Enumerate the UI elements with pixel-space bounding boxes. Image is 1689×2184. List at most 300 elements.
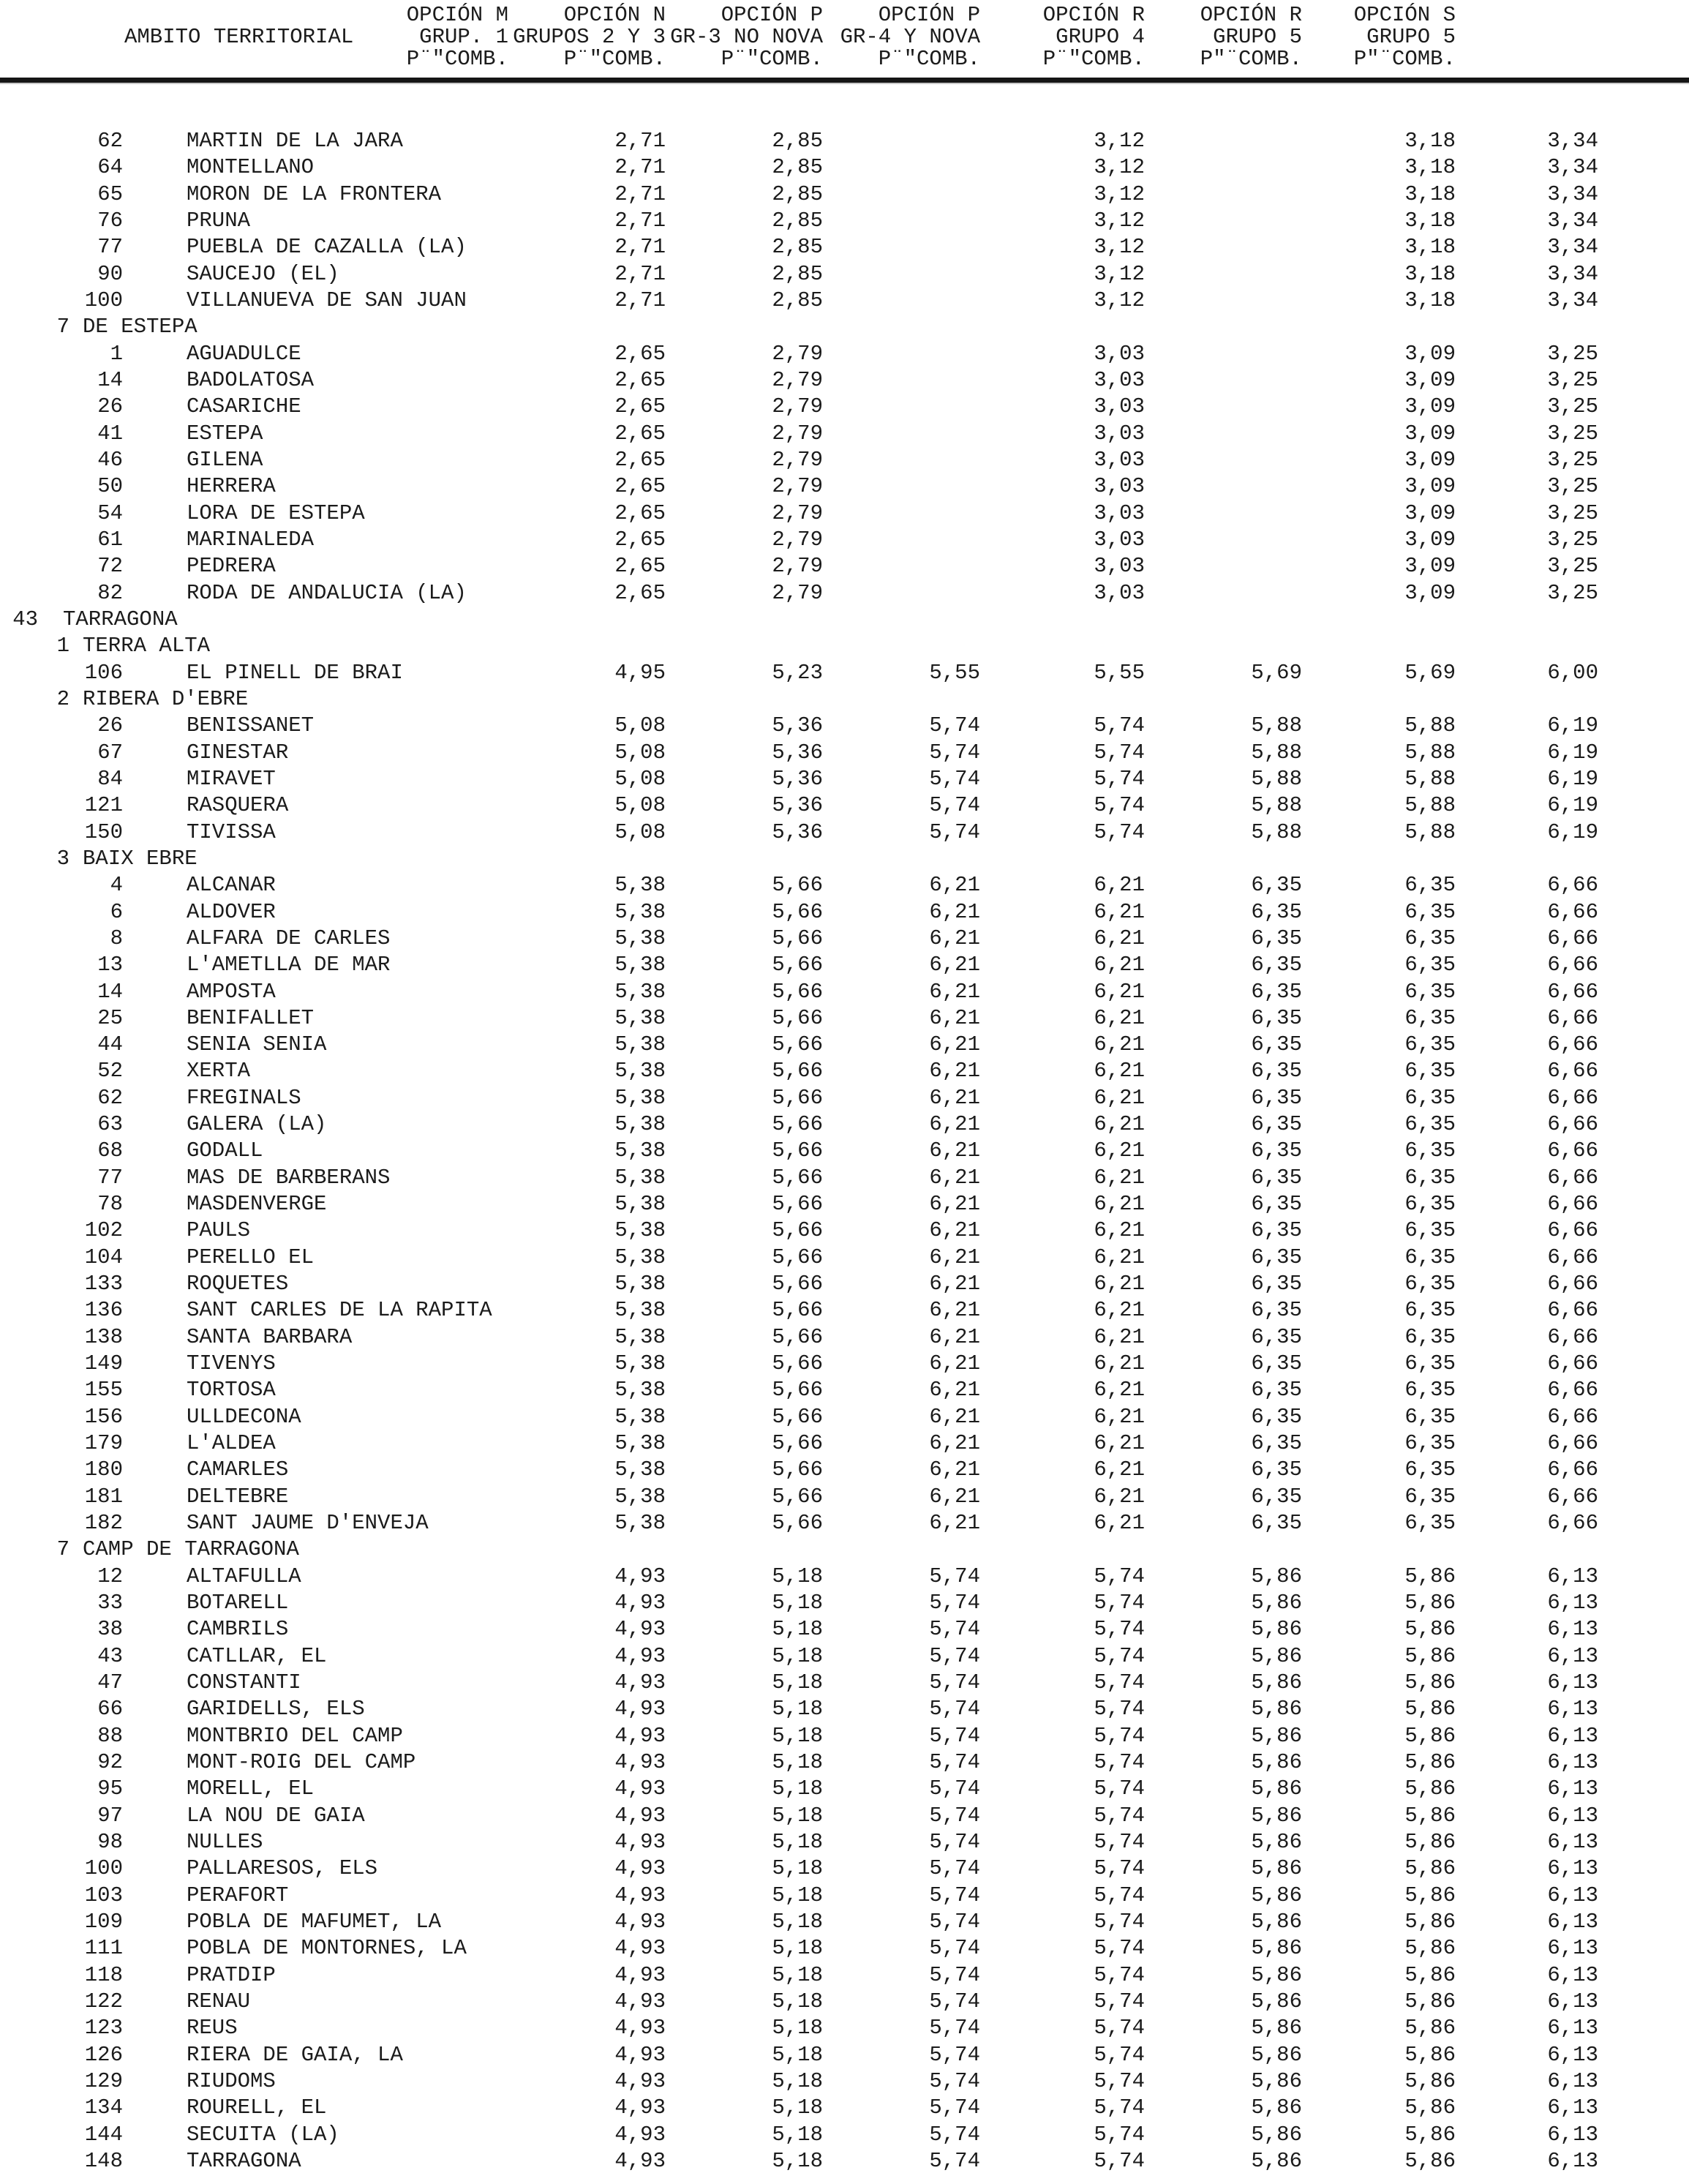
value-cell-col5: 5,86 [1251, 1803, 1302, 1828]
value-cell-col4: 6,21 [1094, 1085, 1145, 1110]
value-cell-col5: 5,86 [1251, 1723, 1302, 1748]
section-heading [0, 1536, 1598, 1563]
value-cell-col1: 5,38 [614, 1112, 666, 1137]
value-cell-col2: 5,66 [772, 1431, 823, 1456]
value-cell-col7: 6,66 [1547, 1245, 1598, 1269]
value-cell-col2: 5,18 [772, 1591, 823, 1616]
header-line-3 [0, 48, 1689, 70]
table-row [0, 899, 1689, 926]
value-cell-col2: 2,85 [772, 261, 823, 286]
value-cell-col6: 5,86 [1404, 2095, 1456, 2120]
value-cell-col2: 5,18 [772, 1989, 823, 2014]
value-cell-col1: 5,08 [614, 740, 666, 765]
value-cell-col1: 4,93 [614, 1643, 666, 1668]
value-cell-col3: 6,21 [929, 1112, 980, 1137]
value-cell-col7: 3,25 [1547, 500, 1598, 525]
value-cell-col1: 5,08 [614, 766, 666, 791]
table-row [0, 713, 1689, 739]
municipality-code: 63 [97, 1112, 123, 1137]
value-cell-col6: 5,86 [1404, 2122, 1456, 2147]
value-cell-col7: 6,13 [1547, 1591, 1598, 1616]
municipality-name: NULLES [187, 1830, 263, 1854]
value-cell-col4: 6,21 [1094, 1032, 1145, 1057]
table-row [0, 473, 1689, 500]
value-cell-col7: 6,13 [1547, 2016, 1598, 2041]
municipality-name: CAMARLES [187, 1457, 289, 1482]
value-cell-col5: 5,88 [1251, 740, 1302, 765]
municipality-name: ULLDECONA [187, 1404, 301, 1429]
municipality-name: RENAU [187, 1989, 251, 2014]
value-cell-col2: 5,66 [772, 1165, 823, 1190]
value-cell-col5 [1145, 154, 1302, 181]
table-row [0, 1484, 1689, 1510]
municipality-code: 118 [84, 1962, 123, 1987]
municipality-name: LA NOU DE GAIA [187, 1803, 365, 1828]
municipality-code: 33 [97, 1591, 123, 1616]
value-cell-col3: 5,74 [929, 1909, 980, 1934]
value-cell-col3 [823, 128, 980, 154]
section-code: 1 [56, 634, 69, 658]
value-cell-col1: 5,38 [614, 1378, 666, 1403]
value-cell-col6: 5,86 [1404, 2042, 1456, 2067]
section-heading [0, 633, 1598, 659]
table-row [0, 1271, 1689, 1297]
value-cell-col4: 3,03 [1094, 474, 1145, 499]
municipality-code: 47 [97, 1670, 123, 1695]
column-header-line3: P¨"COMB. [721, 47, 823, 71]
municipality-code: 26 [97, 394, 123, 419]
value-cell-col1: 2,71 [614, 288, 666, 312]
value-cell-col5: 6,35 [1251, 1298, 1302, 1323]
value-cell-col5: 6,35 [1251, 1404, 1302, 1429]
value-cell-col2: 5,66 [772, 873, 823, 898]
municipality-code: 180 [84, 1457, 123, 1482]
value-cell-col7: 6,66 [1547, 1484, 1598, 1509]
value-cell-col1: 5,38 [614, 953, 666, 977]
value-cell-col5: 6,35 [1251, 1351, 1302, 1376]
municipality-name: MORELL, EL [187, 1776, 315, 1801]
value-cell-col1: 5,38 [614, 1324, 666, 1349]
table-row [0, 1989, 1689, 2015]
value-cell-col3: 5,74 [929, 1697, 980, 1722]
value-cell-col3 [823, 341, 980, 367]
value-cell-col6: 6,35 [1404, 1351, 1456, 1376]
table-row [0, 1510, 1689, 1536]
table-row [0, 394, 1689, 420]
column-header-line2: GR-3 NO NOVA [670, 25, 823, 49]
table-row [0, 2095, 1689, 2121]
table-row [0, 2122, 1689, 2148]
value-cell-col7: 6,66 [1547, 1112, 1598, 1137]
value-cell-col5: 6,35 [1251, 1245, 1302, 1269]
value-cell-col4: 6,21 [1094, 1404, 1145, 1429]
municipality-name: L'AMETLLA DE MAR [187, 953, 391, 977]
table-row [0, 580, 1689, 607]
municipality-name: PUEBLA DE CAZALLA (LA) [187, 235, 467, 260]
value-cell-col2: 5,18 [772, 1643, 823, 1668]
value-cell-col5: 6,35 [1251, 1165, 1302, 1190]
column-header-line1: OPCIÓN S [1353, 3, 1456, 27]
column-header-line1: OPCIÓN P [878, 3, 980, 27]
value-cell-col3: 6,21 [929, 1165, 980, 1190]
value-cell-col2: 5,66 [772, 1457, 823, 1482]
value-cell-col2: 5,18 [772, 1856, 823, 1881]
value-cell-col2: 2,79 [772, 341, 823, 366]
value-cell-col4: 6,21 [1094, 1457, 1145, 1482]
value-cell-col5 [1145, 500, 1302, 527]
value-cell-col1: 4,93 [614, 1803, 666, 1828]
municipality-code: 61 [97, 527, 123, 552]
value-cell-col2: 5,18 [772, 1936, 823, 1961]
municipality-code: 1 [110, 341, 123, 366]
municipality-code: 65 [97, 181, 123, 206]
value-cell-col4: 6,21 [1094, 1245, 1145, 1269]
value-cell-col5: 6,35 [1251, 1378, 1302, 1403]
value-cell-col2: 5,18 [772, 2068, 823, 2093]
municipality-name: MARTIN DE LA JARA [187, 129, 403, 153]
table-row [0, 1324, 1689, 1351]
municipality-name: CASARICHE [187, 394, 301, 419]
value-cell-col4: 5,74 [1094, 2148, 1145, 2173]
value-cell-col2: 2,79 [772, 500, 823, 525]
value-cell-col2: 5,18 [772, 1617, 823, 1642]
value-cell-col7: 6,66 [1547, 899, 1598, 924]
value-cell-col3: 6,21 [929, 953, 980, 977]
table-row [0, 1616, 1689, 1643]
municipality-code: 78 [97, 1192, 123, 1217]
value-cell-col7: 6,13 [1547, 1909, 1598, 1934]
section-name: CAMP DE TARRAGONA [83, 1537, 299, 1562]
value-cell-col7: 6,00 [1547, 660, 1598, 685]
section-row [0, 846, 1689, 872]
table-body [0, 128, 1689, 2174]
value-cell-col6: 5,86 [1404, 1830, 1456, 1854]
value-cell-col7: 6,13 [1547, 1723, 1598, 1748]
value-cell-col4: 6,21 [1094, 1351, 1145, 1376]
municipality-name: AGUADULCE [187, 341, 301, 366]
value-cell-col7: 6,13 [1547, 1564, 1598, 1588]
value-cell-col6: 5,88 [1404, 819, 1456, 844]
value-cell-col7: 6,13 [1547, 1670, 1598, 1695]
value-cell-col6: 5,86 [1404, 1856, 1456, 1881]
value-cell-col5 [1145, 527, 1302, 553]
table-row [0, 2015, 1689, 2041]
value-cell-col7: 6,66 [1547, 1298, 1598, 1323]
value-cell-col6: 6,35 [1404, 1457, 1456, 1482]
value-cell-col2: 5,36 [772, 793, 823, 818]
value-cell-col3: 6,21 [929, 1138, 980, 1163]
value-cell-col4: 5,74 [1094, 1617, 1145, 1642]
value-cell-col6: 3,18 [1404, 181, 1456, 206]
value-cell-col4: 5,55 [1094, 660, 1145, 685]
municipality-name: ROURELL, EL [187, 2095, 327, 2120]
value-cell-col7: 3,25 [1547, 367, 1598, 392]
value-cell-col7: 6,13 [1547, 1776, 1598, 1801]
value-cell-col3 [823, 208, 980, 234]
value-cell-col1: 4,93 [614, 1617, 666, 1642]
value-cell-col4: 6,21 [1094, 1138, 1145, 1163]
value-cell-col2: 2,85 [772, 181, 823, 206]
value-cell-col4: 3,12 [1094, 181, 1145, 206]
column-header-line1: OPCIÓN N [563, 3, 666, 27]
column-header-line3: P¨"COMB. [1042, 47, 1145, 71]
value-cell-col2: 5,66 [772, 1138, 823, 1163]
value-cell-col1: 4,93 [614, 1670, 666, 1695]
value-cell-col1: 4,93 [614, 1750, 666, 1775]
value-cell-col5: 5,88 [1251, 793, 1302, 818]
value-cell-col6: 3,09 [1404, 527, 1456, 552]
value-cell-col3 [823, 394, 980, 420]
value-cell-col4: 3,12 [1094, 208, 1145, 233]
value-cell-col3: 5,74 [929, 1989, 980, 2014]
value-cell-col3 [823, 447, 980, 473]
value-cell-col2: 5,66 [772, 953, 823, 977]
municipality-code: 109 [84, 1909, 123, 1934]
value-cell-col3: 5,74 [929, 819, 980, 844]
value-cell-col2: 5,18 [772, 2042, 823, 2067]
value-cell-col5: 5,86 [1251, 1883, 1302, 1907]
value-cell-col5: 5,86 [1251, 1989, 1302, 2014]
value-cell-col5: 6,35 [1251, 953, 1302, 977]
column-header-line3: P"¨COMB. [1353, 47, 1456, 71]
value-cell-col6: 5,69 [1404, 660, 1456, 685]
value-cell-col5: 6,35 [1251, 1218, 1302, 1243]
municipality-code: 88 [97, 1723, 123, 1748]
value-cell-col3: 5,74 [929, 2042, 980, 2067]
value-cell-col7: 6,19 [1547, 793, 1598, 818]
table-row [0, 500, 1689, 527]
value-cell-col7: 6,19 [1547, 766, 1598, 791]
value-cell-col5 [1145, 181, 1302, 208]
municipality-name: ALTAFULLA [187, 1564, 301, 1588]
value-cell-col1: 5,38 [614, 1218, 666, 1243]
value-cell-col4: 6,21 [1094, 1059, 1145, 1084]
value-cell-col2: 5,66 [772, 1112, 823, 1137]
table-row [0, 1829, 1689, 1855]
value-cell-col2: 5,66 [772, 1059, 823, 1084]
value-cell-col6: 3,18 [1404, 155, 1456, 180]
municipality-code: 103 [84, 1883, 123, 1907]
value-cell-col6: 6,35 [1404, 873, 1456, 898]
municipality-name: MAS DE BARBERANS [187, 1165, 391, 1190]
value-cell-col5: 5,69 [1251, 660, 1302, 685]
municipality-code: 138 [84, 1324, 123, 1349]
table-row [0, 1643, 1689, 1670]
value-cell-col5: 5,86 [1251, 1750, 1302, 1775]
table-header [0, 0, 1689, 84]
municipality-code: 41 [97, 421, 123, 446]
value-cell-col5: 6,35 [1251, 1457, 1302, 1482]
municipality-name: TORTOSA [187, 1378, 276, 1403]
column-header-line3: P"¨COMB. [1200, 47, 1302, 71]
value-cell-col2: 5,36 [772, 713, 823, 738]
value-cell-col4: 5,74 [1094, 1723, 1145, 1748]
value-cell-col3: 5,74 [929, 1936, 980, 1961]
value-cell-col4: 6,21 [1094, 926, 1145, 950]
value-cell-col2: 2,85 [772, 235, 823, 260]
value-cell-col4: 6,21 [1094, 1431, 1145, 1456]
municipality-name: GALERA (LA) [187, 1112, 327, 1137]
value-cell-col5: 6,35 [1251, 926, 1302, 950]
column-header-line3: P¨"COMB. [406, 47, 508, 71]
value-cell-col7: 3,34 [1547, 181, 1598, 206]
value-cell-col3: 6,21 [929, 1324, 980, 1349]
table-row [0, 553, 1689, 579]
municipality-code: 26 [97, 713, 123, 738]
value-cell-col7: 6,13 [1547, 2042, 1598, 2067]
value-cell-col4: 5,74 [1094, 1670, 1145, 1695]
value-cell-col5: 5,86 [1251, 1564, 1302, 1588]
municipality-code: 66 [97, 1697, 123, 1722]
value-cell-col7: 6,19 [1547, 819, 1598, 844]
municipality-code: 126 [84, 2042, 123, 2067]
municipality-name: GODALL [187, 1138, 263, 1163]
value-cell-col4: 6,21 [1094, 1511, 1145, 1536]
municipality-name: ROQUETES [187, 1272, 289, 1296]
value-cell-col2: 5,66 [772, 1245, 823, 1269]
ambito-spacer [0, 48, 124, 70]
value-cell-col6: 5,86 [1404, 2068, 1456, 2093]
value-cell-col6: 6,35 [1404, 1138, 1456, 1163]
value-cell-col1: 2,71 [614, 261, 666, 286]
municipality-code: 46 [97, 447, 123, 472]
value-cell-col3 [823, 261, 980, 288]
municipality-name: SANT JAUME D'ENVEJA [187, 1511, 429, 1536]
value-cell-col7: 6,66 [1547, 1059, 1598, 1084]
value-cell-col7: 6,13 [1547, 1989, 1598, 2014]
value-cell-col7: 6,19 [1547, 740, 1598, 765]
municipality-name: SANT CARLES DE LA RAPITA [187, 1298, 492, 1323]
value-cell-col7: 6,66 [1547, 873, 1598, 898]
value-cell-col5: 5,86 [1251, 1697, 1302, 1722]
municipality-name: XERTA [187, 1059, 251, 1084]
value-cell-col3: 5,74 [929, 1670, 980, 1695]
municipality-name: ALFARA DE CARLES [187, 926, 391, 950]
municipality-code: 98 [97, 1830, 123, 1854]
value-cell-col6: 5,86 [1404, 1697, 1456, 1722]
value-cell-col6: 6,35 [1404, 926, 1456, 950]
value-cell-col7: 6,66 [1547, 1272, 1598, 1296]
table-row [0, 1111, 1689, 1138]
value-cell-col6: 6,35 [1404, 1032, 1456, 1057]
table-row [0, 1085, 1689, 1111]
value-cell-col3: 6,21 [929, 1378, 980, 1403]
table-row [0, 1749, 1689, 1776]
value-cell-col2: 5,66 [772, 1351, 823, 1376]
value-cell-col3: 6,21 [929, 1404, 980, 1429]
value-cell-col7: 6,66 [1547, 1032, 1598, 1057]
value-cell-col4: 5,74 [1094, 2122, 1145, 2147]
column-header-line1: OPCIÓN P [721, 3, 823, 27]
municipality-name: GARIDELLS, ELS [187, 1697, 365, 1722]
table-row [0, 1351, 1689, 1377]
value-cell-col5 [1145, 553, 1302, 579]
value-cell-col4: 3,03 [1094, 394, 1145, 419]
table-row [0, 1245, 1689, 1271]
value-cell-col1: 2,65 [614, 341, 666, 366]
municipality-code: 182 [84, 1511, 123, 1536]
municipality-code: 106 [84, 660, 123, 685]
value-cell-col7: 6,19 [1547, 713, 1598, 738]
municipality-code: 44 [97, 1032, 123, 1057]
value-cell-col5: 5,86 [1251, 1591, 1302, 1616]
value-cell-col6: 3,18 [1404, 208, 1456, 233]
value-cell-col3: 5,74 [929, 1643, 980, 1668]
value-cell-col3 [823, 234, 980, 260]
value-cell-col1: 5,38 [614, 1404, 666, 1429]
value-cell-col5: 6,35 [1251, 1005, 1302, 1030]
table-row [0, 447, 1689, 473]
value-cell-col4: 6,21 [1094, 1324, 1145, 1349]
value-cell-col3: 5,74 [929, 1617, 980, 1642]
column-header-line3: P¨"COMB. [563, 47, 666, 71]
value-cell-col1: 5,38 [614, 899, 666, 924]
value-cell-col2: 5,18 [772, 1776, 823, 1801]
table-row [0, 181, 1689, 208]
municipality-code: 64 [97, 155, 123, 180]
municipality-name: MONTELLANO [187, 155, 315, 180]
value-cell-col4: 5,74 [1094, 1564, 1145, 1588]
municipality-code: 4 [110, 873, 123, 898]
municipality-code: 134 [84, 2095, 123, 2120]
table-row [0, 952, 1689, 978]
value-cell-col7: 6,13 [1547, 1697, 1598, 1722]
value-cell-col1: 4,93 [614, 2095, 666, 2120]
value-cell-col6: 6,35 [1404, 1059, 1456, 1084]
municipality-code: 121 [84, 793, 123, 818]
municipality-name: RASQUERA [187, 793, 289, 818]
value-cell-col1: 5,38 [614, 1032, 666, 1057]
municipality-name: PERAFORT [187, 1883, 289, 1907]
value-cell-col7: 6,13 [1547, 1936, 1598, 1961]
municipality-code: 136 [84, 1298, 123, 1323]
value-cell-col5 [1145, 421, 1302, 447]
value-cell-col3: 6,21 [929, 1431, 980, 1456]
municipality-name: RIERA DE GAIA, LA [187, 2042, 403, 2067]
value-cell-col3: 6,21 [929, 1457, 980, 1482]
value-cell-col6: 5,86 [1404, 1803, 1456, 1828]
column-header-line1: OPCIÓN R [1200, 3, 1302, 27]
table-row [0, 660, 1689, 686]
value-cell-col7: 6,13 [1547, 1962, 1598, 1987]
section-code: 7 [56, 315, 69, 339]
value-cell-col3: 6,21 [929, 1298, 980, 1323]
value-cell-col4: 5,74 [1094, 1883, 1145, 1907]
table-row [0, 1138, 1689, 1164]
municipality-code: 67 [97, 740, 123, 765]
value-cell-col1: 5,38 [614, 1165, 666, 1190]
municipality-code: 104 [84, 1245, 123, 1269]
value-cell-col4: 5,74 [1094, 1643, 1145, 1668]
value-cell-col2: 5,36 [772, 740, 823, 765]
value-cell-col3: 6,21 [929, 899, 980, 924]
value-cell-col4: 5,74 [1094, 1803, 1145, 1828]
municipality-code: 43 [97, 1643, 123, 1668]
table-row [0, 1032, 1689, 1058]
value-cell-col7: 6,13 [1547, 1803, 1598, 1828]
value-cell-col7: 3,34 [1547, 208, 1598, 233]
value-cell-col5: 5,86 [1251, 1856, 1302, 1881]
value-cell-col1: 2,71 [614, 155, 666, 180]
municipality-name: PAULS [187, 1218, 251, 1243]
value-cell-col7: 6,66 [1547, 1431, 1598, 1456]
value-cell-col7: 3,25 [1547, 580, 1598, 605]
value-cell-col3: 6,21 [929, 1085, 980, 1110]
table-row [0, 1217, 1689, 1244]
value-cell-col1: 2,71 [614, 235, 666, 260]
value-cell-col5: 5,86 [1251, 1617, 1302, 1642]
value-cell-col3: 5,74 [929, 2095, 980, 2120]
